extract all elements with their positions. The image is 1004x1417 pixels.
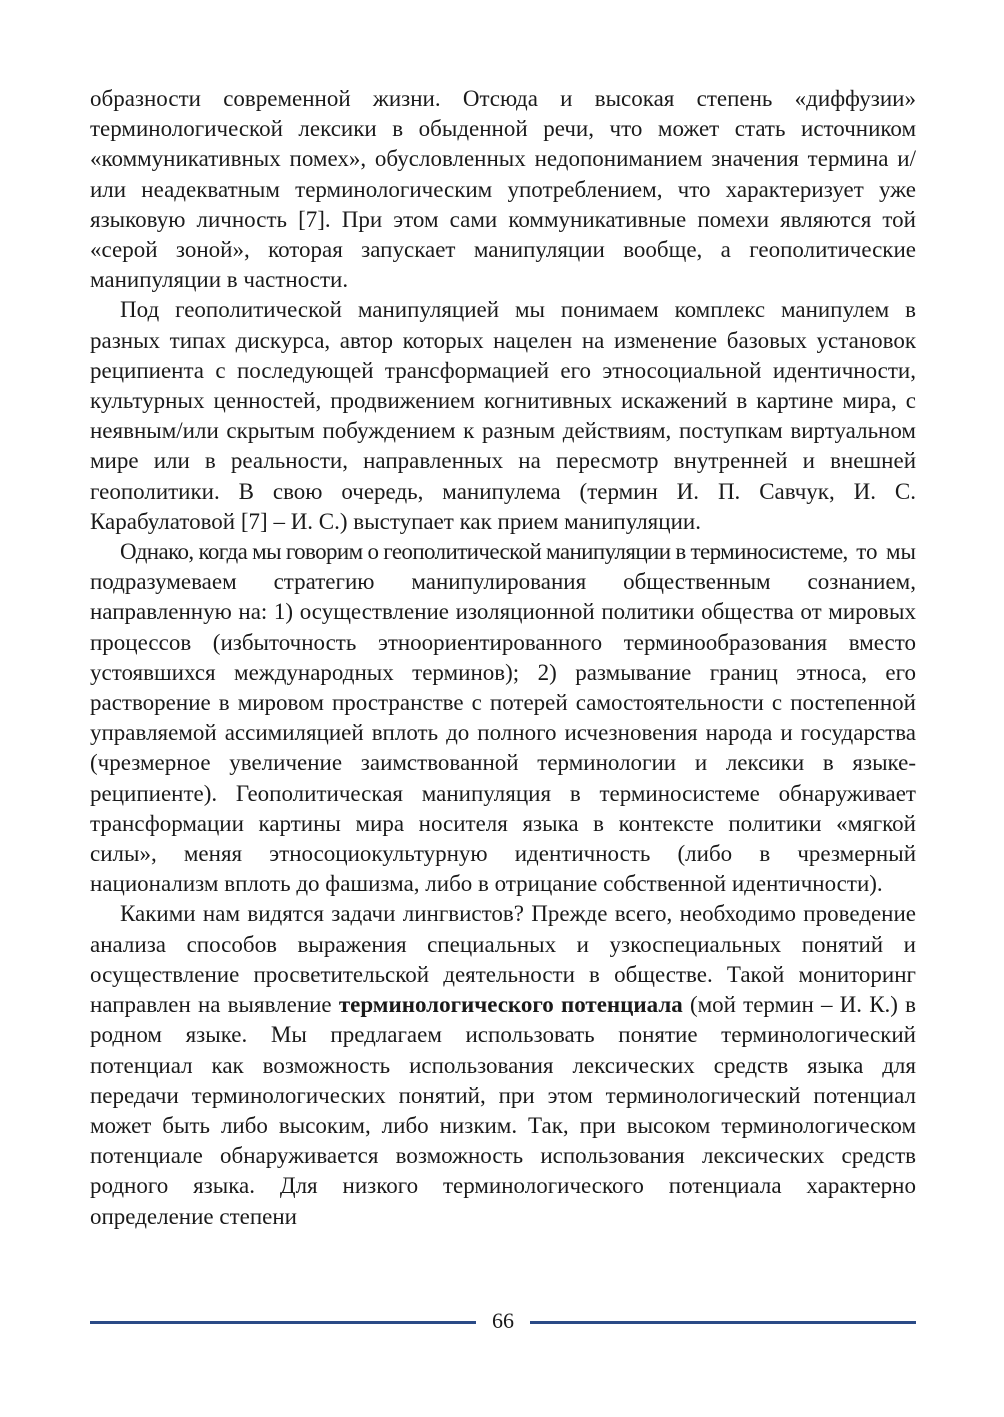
- paragraph-first-line: Однако, когда мы говорим о геополитической манипуляции в терминосистеме,: [120, 539, 848, 565]
- page-body: [90, 84, 916, 1232]
- paragraph-text-after-term: (мой термин – И. К.) в родном языке. Мы предлагаем использовать понятие терминологический потенциал как возможность использования лексических средств языка для передачи терминологических понятий, при этом терминологический потенциал может быть либо высоким, либо низким. Так, при высоком терминологическом потенциале обнаруживается возможность использования лексических средств родного языка. Для низкого терминологического потенциала характерно определение степени: [90, 992, 916, 1229]
- bold-term: терминологического потенциала: [338, 992, 683, 1018]
- paragraph-continuation: образности современной жизни. Отсюда и высокая степень «диффузии» терминологической лексики в обыденной речи, что может стать источником «коммуникативных помех», обусловленных недопониманием значения термина и/или неадекватным терминологическим употреблением, что характеризует уже языковую личность [7]. При этом сами коммуникативные помехи являются той «серой зоной», которая запускает манипуляции вообще, а геополитические манипуляции в частности.: [90, 86, 916, 293]
- paragraph-linguists-tasks: [90, 899, 916, 1231]
- paragraph-geopolitical-manipulation-definition: Под геополитической манипуляцией мы понимаем комплекс манипулем в разных типах дискурса, автор которых нацелен на изменение базовых установок реципиента с последующей трансформацией его этносоциальной идентичности, культурных ценностей, продвижением когнитивных искажений в картине мира, с неявным/или скрытым побуждением к разным действиям, поступкам виртуальном мире или в реальности, направленных на пересмотр внутренней и внешней геополитики. В свою очередь, манипулема (термин И. П. Савчук, И. С. Карабулатовой [7] – И. С.) выступает как прием манипуляции.: [90, 297, 916, 534]
- paragraph-manipulation-in-terminosystem: [90, 537, 916, 899]
- footer-rule-right: [530, 1321, 916, 1324]
- page-footer: [90, 1306, 916, 1340]
- page-number: 66: [492, 1308, 514, 1333]
- paragraph-rest: то мы подразумеваем стратегию манипулирования общественным сознанием, направленную на: 1) осуществление изоляционной политики общества от мировых процессов (избыточность этноориентированного терминообразования вместо устоявшихся международных терминов); 2) размывание границ этноса, его растворение в мировом пространстве с потерей самостоятельности с постепенной управляемой ассимиляцией вплоть до полного исчезновения народа и государства (чрезмерное увеличение заимствованной терминологии и лексики в языке-реципиенте). Геополитическая манипуляция в терминосистеме обнаруживает трансформации картины мира носителя языка в контексте политики «мягкой силы», меняя этносоциокультурную идентичность (либо в чрезмерный национализм вплоть до фашизма, либо в отрицание собственной идентичности).: [90, 539, 916, 897]
- paragraph-text-before-term: Какими нам видятся задачи лингвистов? Прежде всего, необходимо проведение анализа способов выражения специальных и узкоспециальных понятий и осуществление просветительской деятельности в обществе. Такой мониторинг направлен на выявление: [90, 901, 916, 1018]
- footer-rule-left: [90, 1321, 476, 1324]
